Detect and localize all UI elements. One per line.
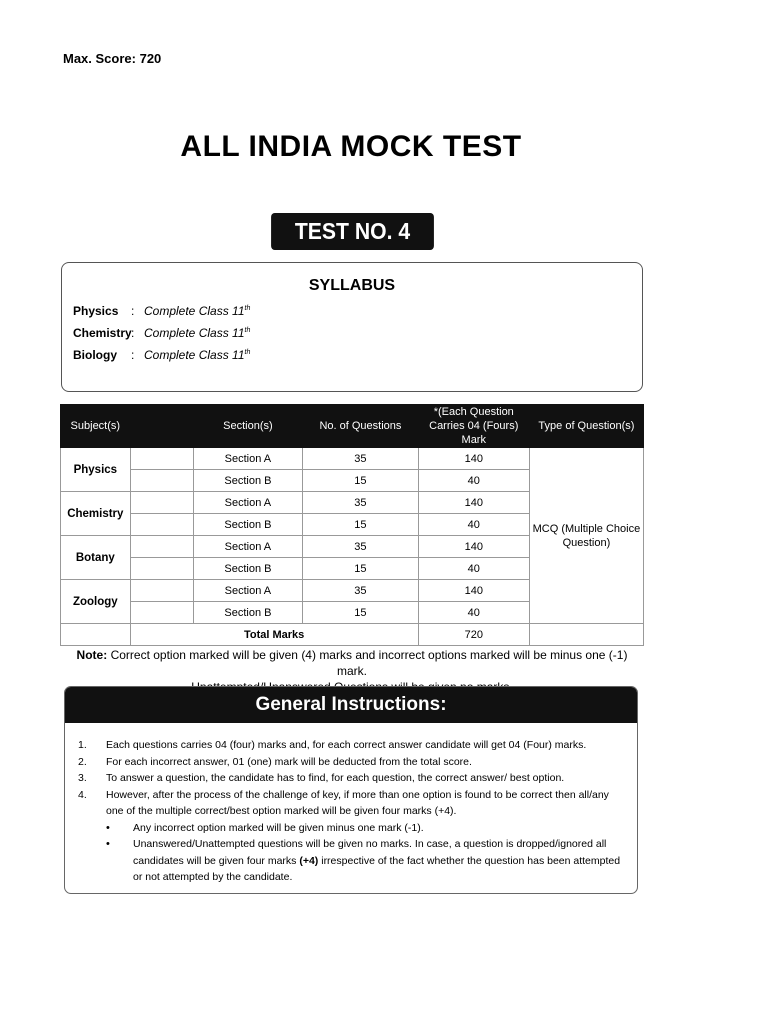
section-cell: Section A [193,580,303,602]
syllabus-value: Complete Class 11th [144,304,251,318]
header-blank [130,405,193,448]
marks-cell: 40 [418,470,529,492]
subject-cell: Zoology [61,580,131,624]
syllabus-row-chemistry [73,326,250,340]
syllabus-value: Complete Class 11th [144,326,251,340]
instructions-list [65,737,637,886]
syllabus-colon: : [131,348,135,362]
syllabus-subject: Chemistry [73,326,132,340]
instruction-text: To answer a question, the candidate has to find, for each question, the correct answer/ best option. [106,772,565,784]
questions-cell: 15 [303,558,418,580]
questions-cell: 15 [303,470,418,492]
instruction-item [65,737,637,754]
instruction-number: 2. [78,755,87,768]
blank-cell [529,624,643,646]
blank-cell [130,580,193,602]
blank-cell [130,514,193,536]
header-num-questions: No. of Questions [303,405,418,448]
syllabus-box [61,262,643,392]
header-question-type: Type of Question(s) [529,405,643,448]
section-cell: Section B [193,602,303,624]
blank-cell [130,536,193,558]
marks-cell: 140 [418,492,529,514]
syllabus-row-biology [73,348,250,362]
instruction-bullet [65,820,637,837]
instruction-item [65,787,637,820]
section-cell: Section B [193,470,303,492]
table-header-row [61,405,644,448]
section-cell: Section A [193,536,303,558]
section-cell: Section A [193,448,303,470]
subject-cell: Botany [61,536,131,580]
syllabus-subject: Physics [73,304,119,318]
syllabus-value: Complete Class 11th [144,348,251,362]
page-title: ALL INDIA MOCK TEST [180,130,522,163]
instruction-number: 4. [78,788,87,801]
subject-cell: Chemistry [61,492,131,536]
header-marks: *(Each Question Carries 04 (Fours) Mark [418,405,529,448]
marks-table [60,404,644,646]
instruction-item [65,754,637,771]
syllabus-row-physics [73,304,250,318]
test-number-badge: TEST NO. 4 [271,213,434,250]
questions-cell: 35 [303,448,418,470]
bullet-text: Unanswered/Unattempted questions will be given no marks. In case, a question is dropped/ignored all candidates will be given four marks (+4) irrespective of the fact whether the question has been attempted or not attempted by the candidate. [133,838,621,883]
section-cell: Section B [193,514,303,536]
marks-cell: 40 [418,602,529,624]
syllabus-title: SYLLABUS [308,277,396,294]
general-instructions-box [64,686,638,894]
instruction-item [65,770,637,787]
header-subjects: Subject(s) [61,405,131,448]
note-label: Note: [76,648,108,662]
questions-cell: 15 [303,514,418,536]
questions-cell: 15 [303,602,418,624]
marks-cell: 140 [418,448,529,470]
blank-cell [130,492,193,514]
syllabus-colon: : [131,326,135,340]
bullet-icon: • [106,821,110,834]
general-instructions-title: General Instructions: [65,687,637,723]
questions-cell: 35 [303,536,418,558]
instruction-number: 3. [78,772,87,784]
table-row [61,448,644,470]
blank-cell [130,448,193,470]
syllabus-colon: : [131,304,135,318]
bullet-text: Any incorrect option marked will be given minus one mark (-1). [133,821,424,834]
marks-cell: 140 [418,580,529,602]
bullet-icon: • [106,838,110,850]
instruction-text: For each incorrect answer, 01 (one) mark will be deducted from the total score. [106,755,472,768]
questions-cell: 35 [303,580,418,602]
header-sections: Section(s) [193,405,303,448]
blank-cell [61,624,131,646]
total-marks-value: 720 [418,624,529,646]
max-score: Max. Score: 720 [63,51,162,66]
instruction-text: However, after the process of the challenge of key, if more than one option is found to be correct then all/any one of the multiple correct/best option marked will be given four marks (+4). [106,788,609,817]
instruction-bullet [65,836,637,886]
question-type-cell: MCQ (Multiple Choice Question) [529,448,643,624]
note-line-1: Correct option marked will be given (4) marks and incorrect options marked will be minus one (-1) mark. [110,648,628,678]
marks-cell: 140 [418,536,529,558]
total-marks-label: Total Marks [130,624,418,646]
instruction-number: 1. [78,739,87,751]
marks-cell: 40 [418,514,529,536]
section-cell: Section A [193,492,303,514]
marks-cell: 40 [418,558,529,580]
syllabus-subject: Biology [73,348,117,362]
instruction-text: Each questions carries 04 (four) marks and, for each correct answer candidate will get 04 (Four) marks. [106,739,587,751]
subject-cell: Physics [61,448,131,492]
total-row [61,624,644,646]
questions-cell: 35 [303,492,418,514]
blank-cell [130,602,193,624]
section-cell: Section B [193,558,303,580]
blank-cell [130,558,193,580]
blank-cell [130,470,193,492]
